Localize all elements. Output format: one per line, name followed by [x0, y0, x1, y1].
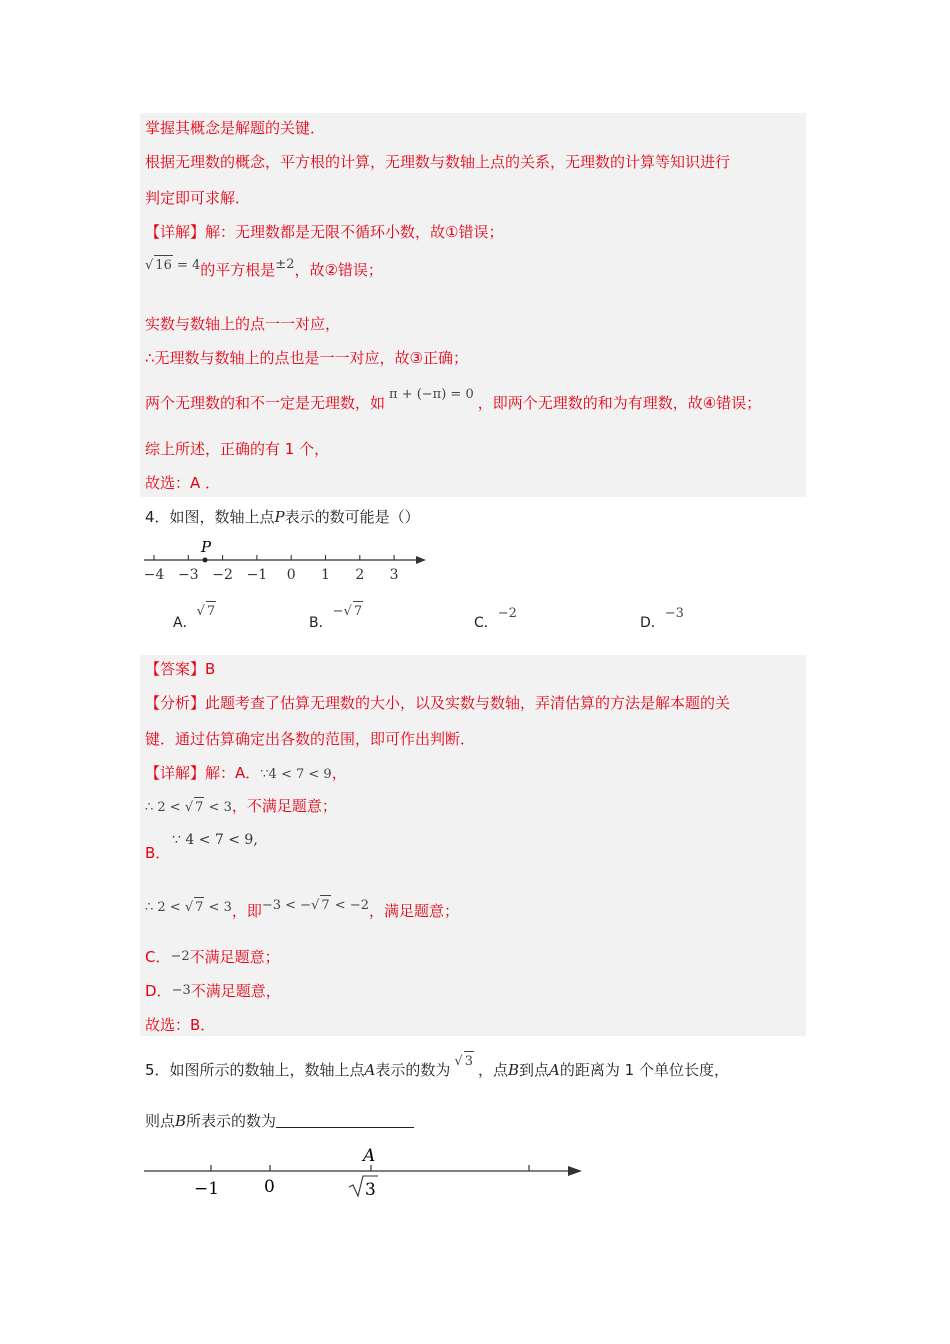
q4-tick-label: 3	[389, 567, 399, 583]
answer4-detail: 【详解】解：A．∵4 < 7 < 9，	[145, 764, 347, 782]
q4-tick-label: 1	[321, 567, 330, 583]
q4-stem: 4．如图，数轴上点P表示的数可能是（）	[145, 508, 420, 526]
label-zero: 0	[264, 1177, 275, 1197]
option-a[interactable]: A．√ 7	[173, 613, 216, 634]
answer4-line5: ∴ 2 < √ 7 < 3，不满足题意；	[145, 796, 337, 818]
answer4-c: C．−2不满足题意；	[145, 948, 280, 966]
option-b[interactable]: B．−√ 7	[309, 613, 363, 634]
q4-tick-label: −4	[143, 567, 165, 583]
solution3-line9: 综上所述，正确的有 1 个，	[145, 440, 330, 458]
q4-number-line	[140, 535, 430, 585]
option-d[interactable]: D．−3	[640, 606, 684, 631]
label-a: A	[363, 1146, 376, 1166]
solution3-line10: 故选：A ．	[145, 474, 221, 492]
q5-stem-line1: 5．如图所示的数轴上，数轴上点A表示的数为 √ 3 ，点B到点A的距离为 1 个单位长度，	[145, 1060, 729, 1082]
answer4-analysis2: 键．通过估算确定出各数的范围，即可作出判断．	[145, 730, 476, 748]
point-p-dot	[203, 558, 208, 563]
answer4-choose: 故选：B．	[145, 1016, 216, 1034]
answer4-b-math: ∵ 4 < 7 < 9,	[172, 832, 258, 848]
solution3-line8: 两个无理数的和不一定是无理数，如 π + (−π) = 0 ，即两个无理数的和为有理数，故④错误；	[145, 387, 762, 412]
solution3-line7: ∴无理数与数轴上的点也是一一对应，故③正确；	[145, 349, 468, 367]
answer4-line7: ∴ 2 < √ 7 < 3，即−3 < −√ 7 < −2，满足题意；	[145, 901, 459, 923]
solution3-line6: 实数与数轴上的点一一对应，	[145, 315, 341, 333]
svg-text:3: 3	[365, 1180, 376, 1200]
q4-tick-label: 2	[355, 567, 365, 583]
option-c[interactable]: C．−2	[474, 606, 517, 631]
point-p-label: P	[201, 538, 212, 556]
detail-text: 解：无理数都是无限不循环小数，故①错误；	[205, 223, 504, 241]
pi-expr: π + (−π) = 0	[389, 387, 474, 402]
answer4-b-label: B．	[145, 844, 171, 862]
q4-tick-label: −1	[246, 567, 268, 583]
solution3-line2: 根据无理数的概念，平方根的计算，无理数与数轴上点的关系，无理数的计算等知识进行	[145, 153, 731, 171]
answer4-analysis1: 【分析】此题考查了估算无理数的大小，以及实数与数轴，弄清估算的方法是解本题的关	[145, 694, 731, 712]
solution3-line3: 判定即可求解．	[145, 189, 251, 207]
solution3-detail	[145, 222, 503, 242]
q4-tick-label: −2	[212, 567, 233, 583]
answer4-answer: 【答案】B	[145, 660, 216, 678]
q4-tick-label: −3	[177, 567, 199, 583]
sqrt16-expr: √ 16 = 4	[145, 258, 200, 273]
detail-tag: 【详解】	[145, 223, 206, 241]
q4-tick-label: 0	[286, 567, 296, 583]
solution3-line1: 掌握其概念是解题的关键．	[145, 119, 326, 137]
answer4-d: D．−3不满足题意，	[145, 982, 281, 1000]
q5-number-line	[140, 1140, 590, 1205]
q5-stem-line2: 则点B所表示的数为	[145, 1111, 414, 1131]
label-neg1: −1	[194, 1179, 220, 1199]
label-sqrt3	[349, 1176, 378, 1200]
solution3-line5: √ 16 = 4的平方根是±2，故②错误；	[145, 257, 383, 279]
answer-blank[interactable]	[276, 1112, 414, 1128]
